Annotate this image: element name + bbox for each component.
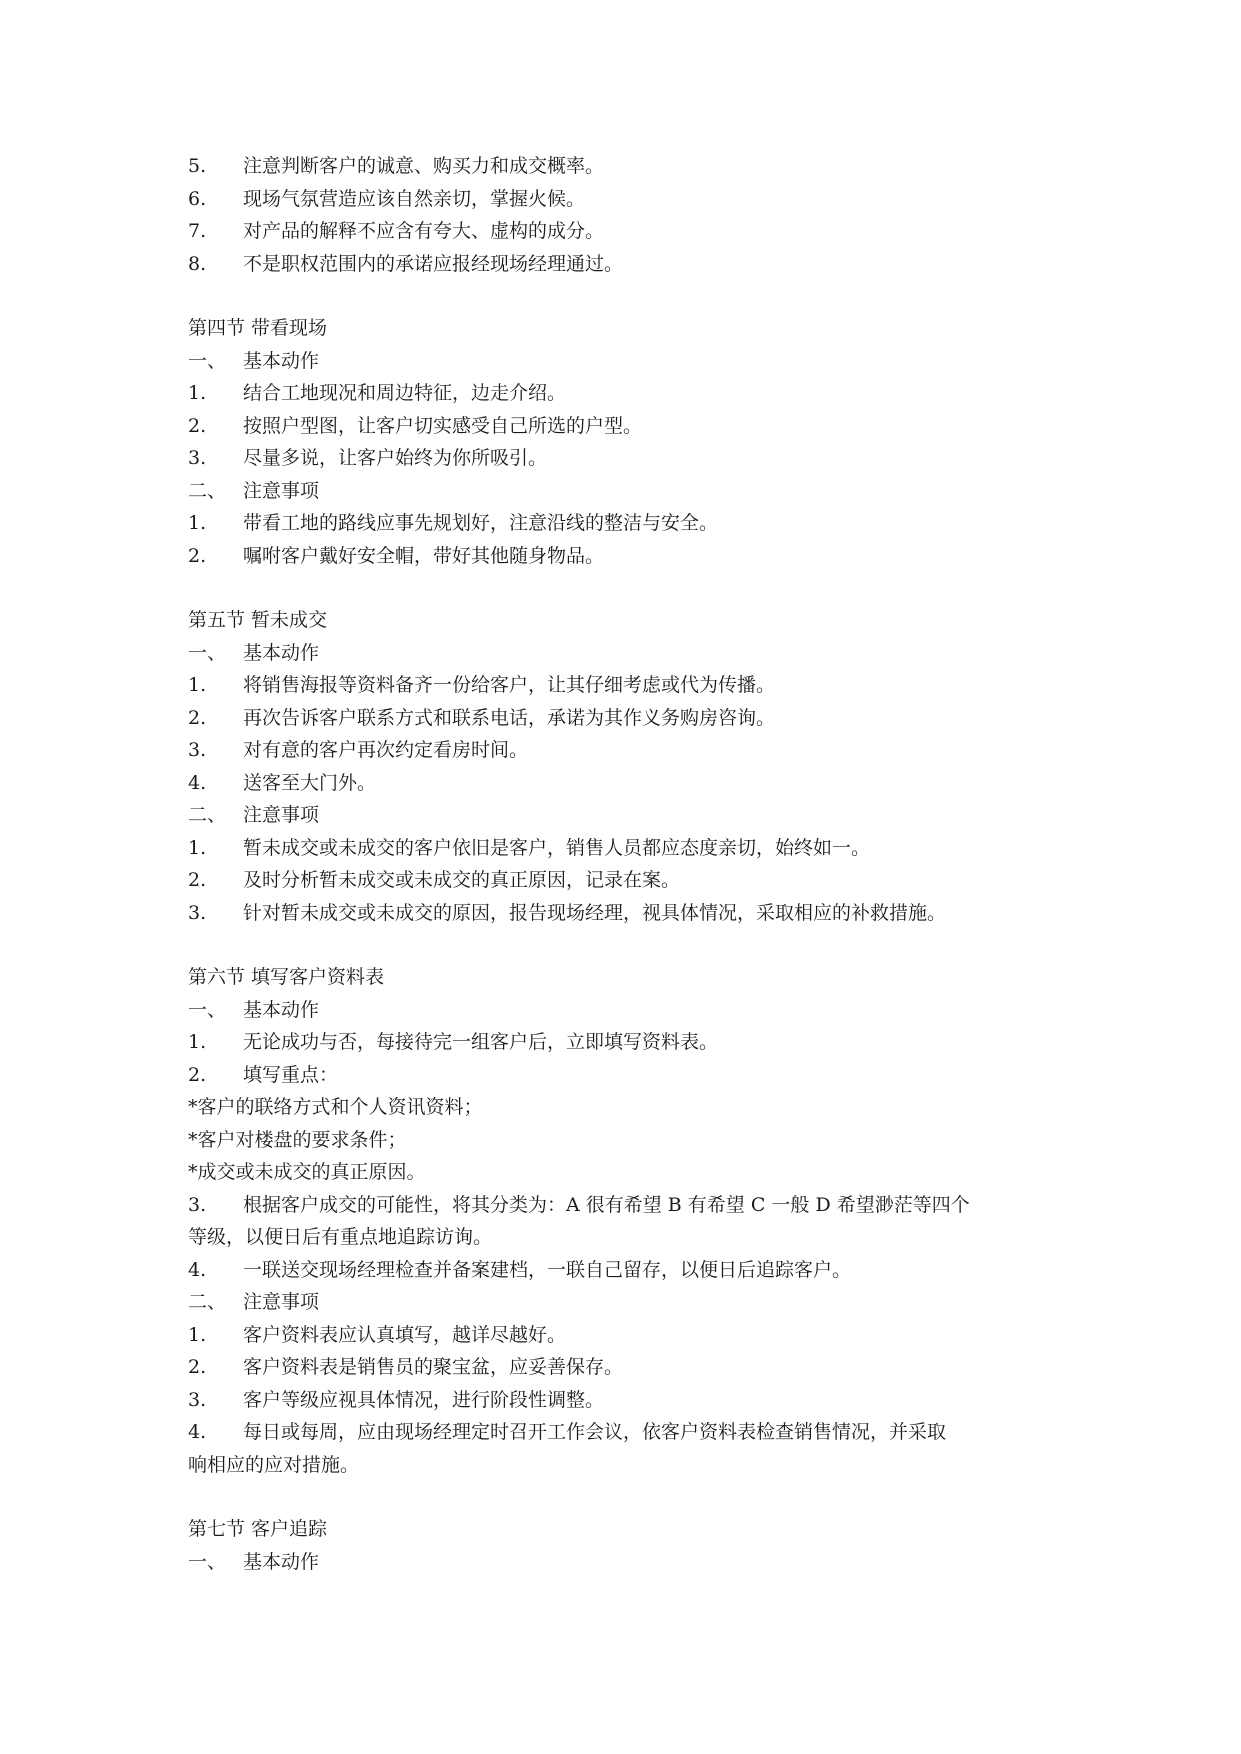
subsection-heading: 二、 注意事项 — [188, 479, 320, 502]
list-item: 1. 客户资料表应认真填写，越详尽越好。 — [188, 1323, 567, 1346]
list-item: 2. 按照户型图，让客户切实感受自己所选的户型。 — [188, 414, 643, 437]
list-item: 4. 一联送交现场经理检查并备案建档，一联自己留存，以便日后追踪客户。 — [188, 1258, 852, 1281]
document-body — [188, 150, 1068, 1578]
list-item: 3. 针对暂未成交或未成交的原因，报告现场经理，视具体情况，采取相应的补救措施。 — [188, 901, 947, 924]
list-item: 1. 将销售海报等资料备齐一份给客户，让其仔细考虑或代为传播。 — [188, 674, 776, 696]
list-item: 3. 对有意的客户再次约定看房时间。 — [188, 739, 529, 761]
section-4-title: 第四节 带看现场 — [188, 317, 328, 339]
list-item: 6. 现场气氛营造应该自然亲切，掌握火候。 — [188, 187, 586, 210]
list-item: 8. 不是职权范围内的承诺应报经现场经理通过。 — [188, 252, 624, 275]
subsection-heading: 二、 注意事项 — [188, 804, 320, 826]
subsection-heading: 一、 基本动作 — [188, 641, 320, 664]
list-item: 2. 客户资料表是销售员的聚宝盆，应妥善保存。 — [188, 1356, 624, 1378]
list-item: 1. 结合工地现况和周边特征，边走介绍。 — [188, 382, 567, 404]
bullet-item: *客户的联络方式和个人资讯资料； — [188, 1096, 483, 1118]
list-item: 7. 对产品的解释不应含有夸大、虚构的成分。 — [188, 220, 605, 242]
list-item: 3. 尽量多说，让客户始终为你所吸引。 — [188, 447, 548, 469]
bullet-item: *成交或未成交的真正原因。 — [188, 1161, 426, 1183]
subsection-heading: 一、 基本动作 — [188, 1550, 320, 1573]
subsection-heading: 一、 基本动作 — [188, 998, 320, 1021]
section-7-title: 第七节 客户追踪 — [188, 1518, 328, 1540]
list-item: 2. 嘱咐客户戴好安全帽，带好其他随身物品。 — [188, 544, 605, 567]
list-item: 5. 注意判断客户的诚意、购买力和成交概率。 — [188, 155, 605, 177]
list-item: 2. 再次告诉客户联系方式和联系电话，承诺为其作义务购房咨询。 — [188, 706, 776, 729]
list-item: 4. 每日或每周，应由现场经理定时召开工作会议，依客户资料表检查销售情况，并采取 响相应的应对措施。 — [188, 1421, 947, 1476]
list-item: 2. 填写重点： — [188, 1063, 339, 1086]
section-5-title: 第五节 暂未成交 — [188, 609, 328, 631]
list-item: 3. 客户等级应视具体情况，进行阶段性调整。 — [188, 1388, 605, 1411]
subsection-heading: 二、 注意事项 — [188, 1291, 320, 1313]
list-item: 1. 无论成功与否，每接待完一组客户后，立即填写资料表。 — [188, 1031, 719, 1053]
bullet-item: *客户对楼盘的要求条件； — [188, 1128, 407, 1151]
list-item: 4. 送客至大门外。 — [188, 771, 377, 794]
section-6-title: 第六节 填写客户资料表 — [188, 966, 385, 988]
list-item: 3. 根据客户成交的可能性，将其分类为：A 很有希望 B 有希望 C 一般 D 希望渺茫等四个 等级，以便日后有重点地追踪访询。 — [188, 1193, 970, 1248]
list-item: 1. 带看工地的路线应事先规划好，注意沿线的整洁与安全。 — [188, 512, 719, 534]
list-item: 2. 及时分析暂未成交或未成交的真正原因，记录在案。 — [188, 869, 681, 891]
subsection-heading: 一、 基本动作 — [188, 349, 320, 372]
list-item: 1. 暂未成交或未成交的客户依旧是客户，销售人员都应态度亲切，始终如一。 — [188, 836, 871, 859]
